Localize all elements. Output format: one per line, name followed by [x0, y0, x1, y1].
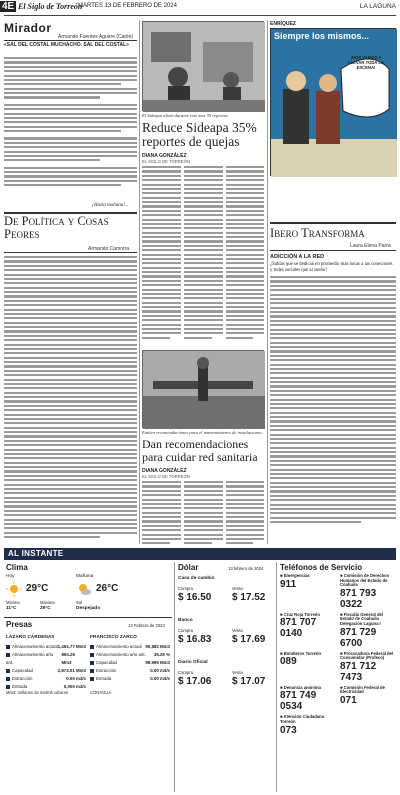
presas-row: [6, 651, 86, 667]
dolar-bank3: Diario Oficial: [178, 660, 208, 665]
dolar-bank3-sell: $ 17.07: [232, 676, 266, 687]
phone-entry-number[interactable]: 871 749 0534: [280, 690, 317, 713]
presas-row: [6, 643, 86, 651]
office-scene-image: [143, 22, 265, 112]
bullet-icon: [90, 653, 94, 657]
phone-entry: [280, 613, 336, 649]
clima-title: Clima: [6, 563, 28, 572]
clima-max-value: 29°C: [40, 606, 51, 611]
second-story-photo: [142, 350, 264, 428]
phone-entry-number[interactable]: 073: [280, 724, 297, 736]
second-story-caption: Emiten recomendaciones para el mantenimiento de instalaciones.: [142, 430, 263, 435]
ibero-body: [270, 276, 396, 525]
phone-entry-number[interactable]: 071: [340, 695, 357, 707]
bullet-icon: [6, 645, 10, 649]
dolar-bank2-buy: $ 16.83: [178, 634, 212, 645]
paper-name: El Siglo de Torreón: [18, 2, 83, 11]
cartoonist-label: ENRÍQUEZ: [270, 21, 296, 27]
presas-left-table: [6, 643, 86, 691]
presas-row-label: Almacenamiento actual: [90, 643, 142, 651]
presas-row-value: 2,873.01 Mm3: [57, 668, 86, 673]
presas-row: [90, 643, 170, 651]
main-story-col2: [184, 166, 223, 341]
cartoon-bubble-text: ¡NOS VAMOS A LLEVAR TODA LA ESCENA!: [348, 55, 384, 70]
cartoon-title: Siempre los mismos...: [274, 31, 370, 41]
presas-row-value: 0.00 m3/s: [150, 668, 170, 673]
politica-author: Armando Camorra: [88, 246, 130, 252]
dolar-bank3-buy: $ 17.06: [178, 676, 212, 687]
ibero-rule-top: [270, 222, 396, 224]
clima-max-label: Máxima: [40, 600, 55, 605]
bullet-icon: [6, 685, 10, 689]
main-story-col1: [142, 166, 181, 341]
bullet-icon: [6, 653, 10, 657]
second-story-headline: Dan recomendaciones para cuidar red sanitaria: [142, 437, 258, 464]
phone-entry: [340, 574, 396, 610]
phone-entry: [280, 686, 336, 713]
presas-row-label: Almacenamiento año ant.: [6, 652, 54, 665]
phone-entry-label: ■ Denuncia anónima: [280, 684, 321, 690]
dolar-bank2: Banco: [178, 618, 193, 623]
presas-row-label: Capacidad: [6, 667, 33, 675]
presas-row-label: Almacenamiento año ant.: [90, 651, 146, 659]
clima-min-label: Mínima: [6, 600, 20, 605]
phone-entry-number[interactable]: 089: [280, 656, 297, 668]
presas-row-value: 0.00 m3/s: [150, 676, 170, 681]
politica-title: De Política y Cosas Peores: [4, 214, 109, 242]
presas-row-label: Almacenamiento actual: [6, 643, 58, 651]
column-divider-1: [139, 20, 140, 544]
telefonos-title: Teléfonos de Servicio: [280, 563, 363, 572]
phone-entry-label: ■ Comisión de Derechos Humanos del Estado de Coahuila: [340, 573, 390, 588]
mirador-signoff: ¡Hasta mañana!...: [92, 203, 129, 208]
ibero-title: Ibero Transforma: [270, 226, 365, 240]
main-story-photo: [142, 21, 264, 111]
phone-entry: [340, 652, 396, 683]
phone-entry-label: ■ Procuraduría Federal del Consumidor (Profeco): [340, 650, 394, 661]
phone-entry: [340, 613, 396, 649]
second-story-byline: DIANA GONZÁLEZ: [142, 468, 187, 474]
mirador-rule: [4, 40, 137, 41]
presas-date: 13 Febrero de 2024: [128, 623, 165, 628]
dolar-bank1-buy: $ 16.50: [178, 592, 212, 603]
clima-today-label: Hoy: [6, 574, 15, 579]
ibero-lead: ¿Sabías que se dedican en promedio más horas a las conexiones y redes sociales que al sueño?: [270, 262, 393, 273]
phone-entry-label: ■ Emergencias: [280, 573, 310, 578]
phone-entry-label: ■ Comisión Federal de Electricidad: [340, 684, 385, 695]
main-story-col3: [226, 166, 264, 341]
ibero-subhead: ADICCIÓN A LA RED: [270, 254, 325, 260]
presas-row: [90, 667, 170, 675]
main-story-byline-org: EL SIGLO DE TORREÓN: [142, 159, 190, 164]
dolar-buy-label-2: Compra: [178, 628, 193, 633]
presas-row-value: 1,454.77 Mm3: [57, 644, 86, 649]
dolar-date: 13 febrero de 2024: [228, 566, 264, 571]
bottom-divider-2: [276, 562, 277, 792]
phone-entry-label: ■ Cruz Roja Torreón: [280, 611, 320, 617]
presas-row: [90, 651, 170, 659]
bullet-icon: [6, 677, 10, 681]
second-story-col2: [184, 481, 223, 547]
phone-entry-label: ■ Fiscalía General del Estado de Coahuila Delegación Laguna I: [340, 611, 384, 627]
presas-row-label: Capacidad: [90, 659, 117, 667]
clima-sun-value: Despejado: [76, 606, 101, 611]
phone-entry-number[interactable]: 871 793 0322: [340, 587, 377, 610]
clima-tomorrow-temp: 26°C: [96, 583, 119, 594]
dolar-title: Dólar: [178, 563, 199, 572]
phone-entry: [280, 652, 336, 683]
presas-row-label: Entrada: [6, 683, 27, 691]
paper-date: MARTES 13 DE FEBRERO DE 2024: [78, 3, 177, 9]
phone-entry-number[interactable]: 871 712 7473: [340, 660, 377, 683]
mirador-title: Mirador: [4, 21, 52, 35]
clima-sun-label: Sol: [76, 600, 83, 605]
dolar-buy-label-1: Compra: [178, 586, 193, 591]
presas-footnote-right: CONAGUA: [90, 690, 112, 695]
dolar-bank2-sell: $ 17.69: [232, 634, 266, 645]
main-story-headline: Reduce Sideapa 35% reportes de quejas: [142, 120, 257, 150]
phone-entry: [340, 686, 396, 713]
page-number: 4E: [2, 1, 15, 12]
dolar-bank1-sell: $ 17.52: [232, 592, 266, 603]
section-name: LA LAGUNA: [359, 3, 396, 10]
presas-right-dam: FRANCISCO ZARCO: [90, 635, 137, 640]
presas-row: [6, 675, 86, 683]
ibero-rule: [270, 250, 396, 251]
dolar-bank1: Casa de cambio: [178, 576, 215, 581]
mirador-lead: «SAL DEL COSTAL MUCHACHO. SAL DEL COSTAL»: [4, 42, 129, 48]
cartoon-panel: [270, 28, 396, 176]
presas-row-label: Entrada: [90, 675, 111, 683]
bullet-icon: [90, 669, 94, 673]
presas-row: [90, 675, 170, 683]
phone-entry-label: ■ Bomberos Torreón: [280, 650, 322, 656]
bullet-icon: [6, 669, 10, 673]
dolar-sell-label-2: Venta: [232, 628, 243, 633]
sun-cloud-icon: [76, 581, 92, 602]
column-divider-2: [267, 20, 268, 544]
presas-row-value: 35.29 %: [153, 652, 170, 657]
dolar-sell-label-3: Venta: [232, 670, 243, 675]
main-story-caption: El Sideapa alistó durante este mes 35 reportes.: [142, 113, 229, 118]
presas-left-dam: LÁZARO CÁRDENAS: [6, 635, 55, 640]
presas-row-label: Extracción: [6, 675, 33, 683]
ibero-author: Laura Elena Parra: [350, 243, 391, 249]
bullet-icon: [90, 645, 94, 649]
presas-footnote-left: Mm3: millones de metros cúbicos: [6, 690, 69, 695]
presas-row-value: 90,882 Mm3: [145, 644, 170, 649]
bullet-icon: [90, 677, 94, 681]
pipes-image: [143, 351, 265, 429]
second-story-col3: [226, 481, 264, 547]
phone-entry-number[interactable]: 871 707 0140: [280, 617, 317, 640]
presas-title: Presas: [6, 620, 33, 629]
presas-row-value: 894.25 Mm3: [61, 652, 75, 665]
dolar-buy-label-3: Compra: [178, 670, 193, 675]
second-story-byline-org: EL SIGLO DE TORREÓN: [142, 474, 190, 479]
presas-row: [6, 667, 86, 675]
presas-row-value: 0.00 m3/s: [66, 676, 86, 681]
presas-rule: [4, 617, 172, 618]
presas-row-value: 5,000 m3/s: [63, 684, 86, 689]
cartoon-image: [271, 29, 397, 177]
clima-min-value: 11°C: [6, 606, 17, 611]
phone-entry-number[interactable]: 871 729 6700: [340, 626, 377, 649]
mirador-body: [4, 57, 137, 189]
presas-row-value: 99.999 Mm3: [145, 660, 170, 665]
sun-icon: [6, 581, 22, 602]
al-instante-label: AL INSTANTE: [8, 549, 64, 558]
phone-entry-label: ■ Atención Ciudadana Torreón: [280, 714, 325, 725]
politica-body: [4, 256, 137, 540]
second-story-col1: [142, 481, 181, 547]
presas-row-label: Extracción: [90, 667, 117, 675]
telefonos-grid: [280, 574, 396, 792]
bottom-divider-1: [174, 562, 175, 792]
clima-today-temp: 29°C: [26, 583, 49, 594]
bullet-icon: [90, 661, 94, 665]
main-story-byline: DIANA GONZÁLEZ: [142, 153, 187, 159]
phone-entry-number[interactable]: 911: [280, 578, 297, 590]
phone-entry: [280, 715, 336, 735]
mirador-author: Armando Fuentes Aguirre (Catón): [58, 34, 134, 40]
presas-row: [90, 659, 170, 667]
clima-tomorrow-label: Mañana: [76, 574, 94, 579]
phone-entry: [280, 574, 336, 610]
politica-rule: [4, 252, 137, 253]
dolar-sell-label-1: Venta: [232, 586, 243, 591]
presas-right-table: [90, 643, 170, 683]
